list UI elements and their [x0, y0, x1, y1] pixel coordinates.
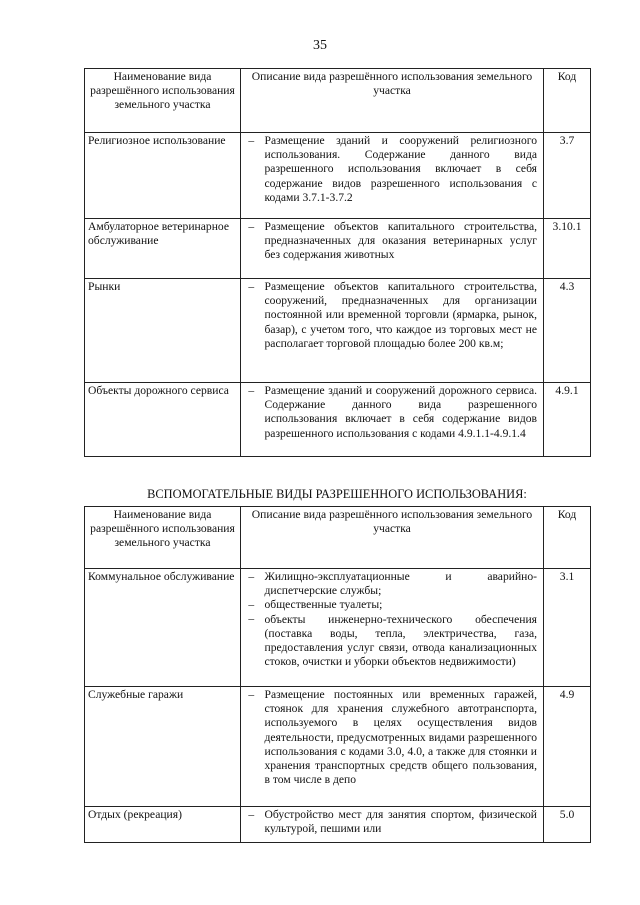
header-code: Код: [544, 507, 591, 569]
dash-marker: –: [241, 133, 262, 219]
dash-marker: –: [248, 570, 255, 583]
use-code: 5.0: [544, 807, 591, 843]
dash-marker: –: [241, 219, 262, 279]
table-header-row: [85, 507, 591, 569]
use-code: 4.9: [544, 687, 591, 807]
table-row: [85, 807, 591, 843]
dash-marker: –: [241, 807, 262, 843]
table-header-row: [85, 69, 591, 133]
dash-marker: –: [241, 279, 262, 383]
use-name: Религиозное использование: [85, 133, 241, 219]
list-item: общественные туалеты;: [264, 598, 383, 612]
use-name: Амбулаторное ветеринарное обслуживание: [85, 219, 241, 279]
dash-marker: –: [248, 598, 255, 611]
use-name: Коммунальное обслуживание: [85, 569, 241, 687]
header-name: Наименование вида разрешённого использования земельного участка: [85, 69, 241, 133]
use-code: 4.9.1: [544, 383, 591, 457]
main-uses-table: [84, 68, 591, 457]
table-row: [85, 687, 591, 807]
use-description: Обустройство мест для занятия спортом, физической культурой, пешими или: [262, 807, 544, 843]
dash-marker: –: [241, 383, 262, 457]
auxiliary-uses-table: [84, 506, 591, 843]
header-description: Описание вида разрешённого использования земельного участка: [241, 69, 544, 133]
list-item: объекты инженерно-технического обеспечения (поставка воды, тепла, электричества, газа, предоставления услуг связи, отвода канализационных стоков, очистки и уборки объектов недвижимости): [264, 612, 538, 669]
use-name: Объекты дорожного сервиса: [85, 383, 241, 457]
use-description: Размещение объектов капитального строительства, предназначенных для оказания ветеринарных услуг без содержания животных: [262, 219, 544, 279]
use-description: Размещение зданий и сооружений религиозного использования. Содержание данного вида разрешенного использования включает в себя содержание видов разрешенного использования с кодами 3.7.1-3.7.2: [262, 133, 544, 219]
table-row: [85, 569, 591, 687]
table-row: [85, 219, 591, 279]
use-name: Отдых (рекреация): [85, 807, 241, 843]
use-name: Служебные гаражи: [85, 687, 241, 807]
use-description: Размещение зданий и сооружений дорожного сервиса. Содержание данного вида разрешенного использования включает в себя содержание видов разрешенного использования с кодами 4.9.1.1-4.9.1.4: [262, 383, 544, 457]
table-row: [85, 133, 591, 219]
header-description: Описание вида разрешённого использования земельного участка: [241, 507, 544, 569]
use-code: 3.1: [544, 569, 591, 687]
section-title: ВСПОМОГАТЕЛЬНЫЕ ВИДЫ РАЗРЕШЕННОГО ИСПОЛЬЗОВАНИЯ:: [147, 487, 527, 501]
use-description: Размещение постоянных или временных гаражей, стоянок для хранения служебного автотранспорта, используемого в целях осуществления видов деятельности, предусмотренных видами разрешенного использования с кодами 3.0, 4.0, а также для стоянки и хранения транспортных средств общего пользования, в том числе в депо: [262, 687, 544, 807]
page-number: 35: [313, 38, 327, 53]
use-description: Размещение объектов капитального строительства, сооружений, предназначенных для организации постоянной или временной торговли (ярмарка, рынок, базар), с учетом того, что каждое из торговых мест не располагает торговой площадью более 200 кв.м;: [262, 279, 544, 383]
use-code: 3.10.1: [544, 219, 591, 279]
dash-marker: –: [248, 612, 255, 625]
use-code: 3.7: [544, 133, 591, 219]
header-code: Код: [544, 69, 591, 133]
use-name: Рынки: [85, 279, 241, 383]
dash-column: [241, 569, 262, 687]
table-row: [85, 383, 591, 457]
header-name: Наименование вида разрешённого использования земельного участка: [85, 507, 241, 569]
list-item: Жилищно-эксплуатационные и аварийно-диспетчерские службы;: [264, 570, 538, 598]
table-row: [85, 279, 591, 383]
use-code: 4.3: [544, 279, 591, 383]
dash-marker: –: [241, 687, 262, 807]
use-description: [262, 569, 544, 687]
